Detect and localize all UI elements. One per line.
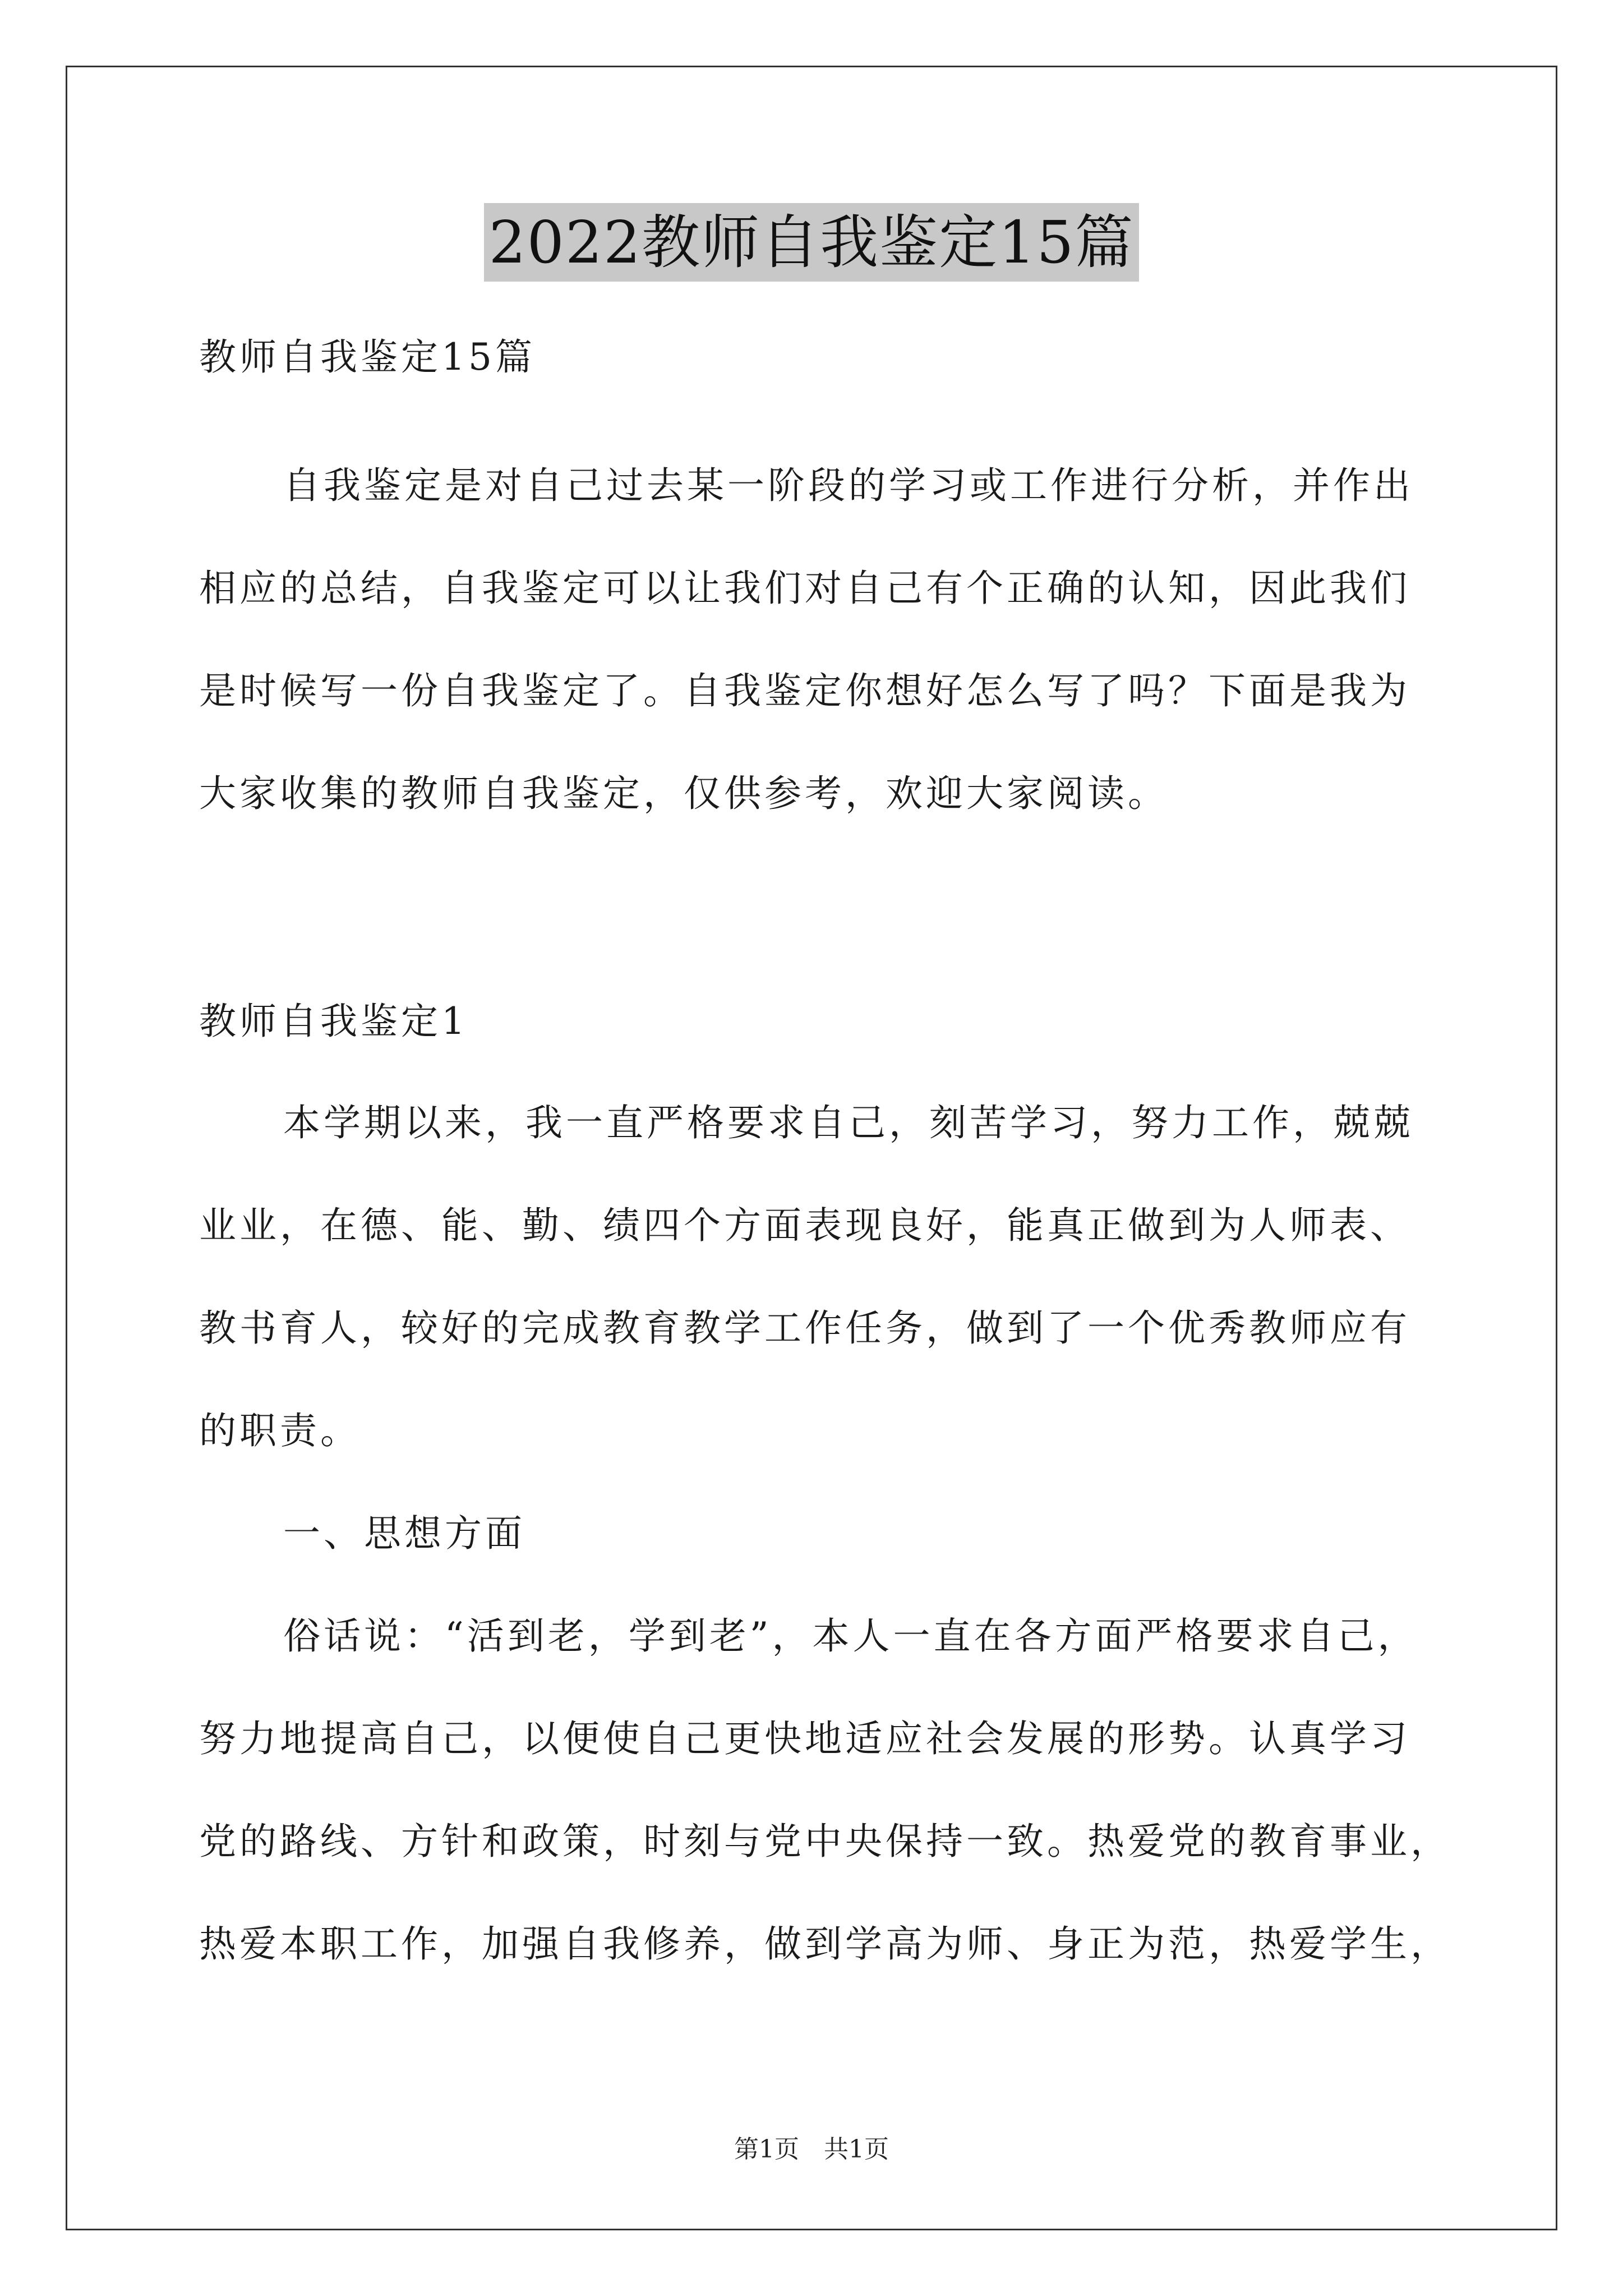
title-container [0, 203, 1623, 282]
para1-line-3: 教书育人，较好的完成教育教学工作任务，做到了一个优秀教师应有 [199, 1306, 1410, 1350]
para1-line-2: 业业，在德、能、勤、绩四个方面表现良好，能真正做到为人师表、 [199, 1204, 1410, 1247]
document-subtitle: 教师自我鉴定15篇 [199, 335, 536, 379]
para1-line-1: 本学期以来，我一直严格要求自己，刻苦学习，努力工作，兢兢 [283, 1101, 1414, 1144]
para1-line-4: 的职责。 [199, 1409, 361, 1452]
section-heading: 教师自我鉴定1 [199, 1000, 468, 1043]
page-number-footer: 第1页 共1页 [734, 2135, 889, 2164]
para2-line-1: 俗话说：“活到老，学到老”，本人一直在各方面严格要求自己， [283, 1614, 1418, 1658]
para2-line-4: 热爱本职工作，加强自我修养，做到学高为师、身正为范，热爱学生， [199, 1922, 1451, 1966]
document-title: 2022教师自我鉴定15篇 [484, 203, 1138, 282]
subheading: 一、思想方面 [283, 1512, 525, 1555]
intro-line-3: 是时候写一份自我鉴定了。自我鉴定你想好怎么写了吗？下面是我为 [199, 669, 1410, 712]
intro-line-1: 自我鉴定是对自己过去某一阶段的学习或工作进行分析，并作出 [283, 464, 1414, 507]
para2-line-3: 党的路线、方针和政策，时刻与党中央保持一致。热爱党的教育事业， [199, 1820, 1451, 1863]
intro-line-2: 相应的总结，自我鉴定可以让我们对自己有个正确的认知，因此我们 [199, 567, 1410, 610]
intro-line-4: 大家收集的教师自我鉴定，仅供参考，欢迎大家阅读。 [199, 772, 1168, 815]
para2-line-2: 努力地提高自己，以便使自己更快地适应社会发展的形势。认真学习 [199, 1717, 1410, 1760]
